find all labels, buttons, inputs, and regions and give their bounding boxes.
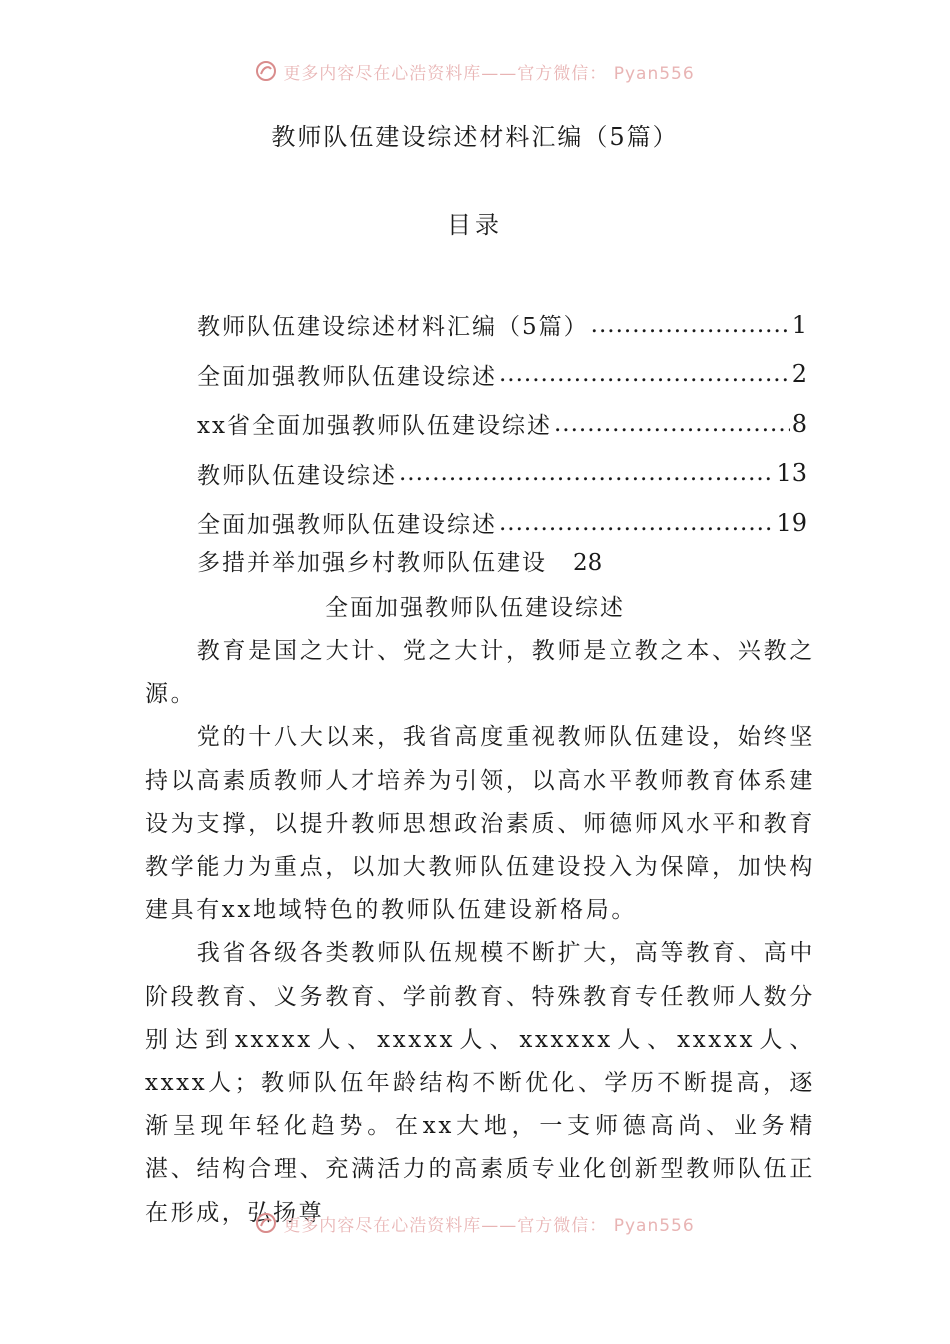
toc-leader-dots	[591, 312, 790, 338]
toc-entry-title: 多措并举加强乡村教师队伍建设	[197, 550, 547, 576]
body-text	[145, 630, 815, 1235]
toc-entry-page: 2	[791, 360, 807, 389]
toc-entry-title: 教师队伍建设综述材料汇编（5篇）	[197, 314, 589, 341]
toc-entry-title: 全面加强教师队伍建设综述	[197, 512, 497, 539]
toc-entry[interactable]	[197, 350, 807, 400]
section-title: 全面加强教师队伍建设综述	[325, 595, 625, 621]
watermark-text: 更多内容尽在心浩资料库——官方微信： Pyan556	[283, 1215, 695, 1236]
paragraph: 党的十八大以来，我省高度重视教师队伍建设，始终坚持以高素质教师人才培养为引领，以高水平教师教育体系建设为支撑，以提升教师思想政治素质、师德师风水平和教育教学能力为重点，以加大教师队伍建设投入为保障，加快构建具有xx地域特色的教师队伍建设新格局。	[145, 724, 815, 924]
paragraph: 我省各级各类教师队伍规模不断扩大，高等教育、高中阶段教育、义务教育、学前教育、特殊教育专任教师人数分别达到xxxxx人、xxxxx人、xxxxxx人、xxxxx人、xxxx人；教师队伍年龄结构不断优化、学历不断提高，逐渐呈现年轻化趋势。在xx大地，一支师德高尚、业务精湛、结构合理、充满活力的高素质专业化创新型教师队伍正在形成，弘扬尊	[145, 940, 815, 1226]
toc-entry[interactable]	[197, 300, 807, 350]
toc-leader-dots	[499, 361, 790, 387]
toc-leader-dots	[399, 460, 774, 486]
toc-entry-page: 28	[573, 550, 603, 576]
toc-entry-page: 1	[791, 310, 807, 339]
toc-entry-last[interactable]	[197, 544, 602, 577]
watermark-logo-icon	[255, 1212, 277, 1234]
toc-leader-dots	[499, 510, 774, 536]
document-title: 教师队伍建设综述材料汇编（5篇）	[271, 123, 679, 151]
watermark-text: 更多内容尽在心浩资料库——官方微信： Pyan556	[283, 63, 695, 84]
table-of-contents	[197, 300, 807, 548]
toc-entry[interactable]	[197, 498, 807, 548]
toc-leader-dots	[554, 411, 790, 437]
toc-entry[interactable]	[197, 449, 807, 499]
watermark-header	[0, 56, 950, 86]
toc-entry-title: xx省全面加强教师队伍建设综述	[197, 413, 552, 440]
toc-entry-page: 19	[776, 508, 807, 537]
toc-entry-page: 8	[791, 409, 807, 438]
toc-entry[interactable]	[197, 399, 807, 449]
toc-entry-title: 全面加强教师队伍建设综述	[197, 363, 497, 390]
toc-heading: 目录	[447, 211, 503, 239]
toc-entry-title: 教师队伍建设综述	[197, 462, 397, 489]
paragraph: 教育是国之大计、党之大计，教师是立教之本、兴教之源。	[145, 638, 815, 708]
watermark-logo-icon	[255, 60, 277, 82]
toc-entry-page: 13	[776, 459, 807, 488]
watermark-footer	[0, 1208, 950, 1238]
